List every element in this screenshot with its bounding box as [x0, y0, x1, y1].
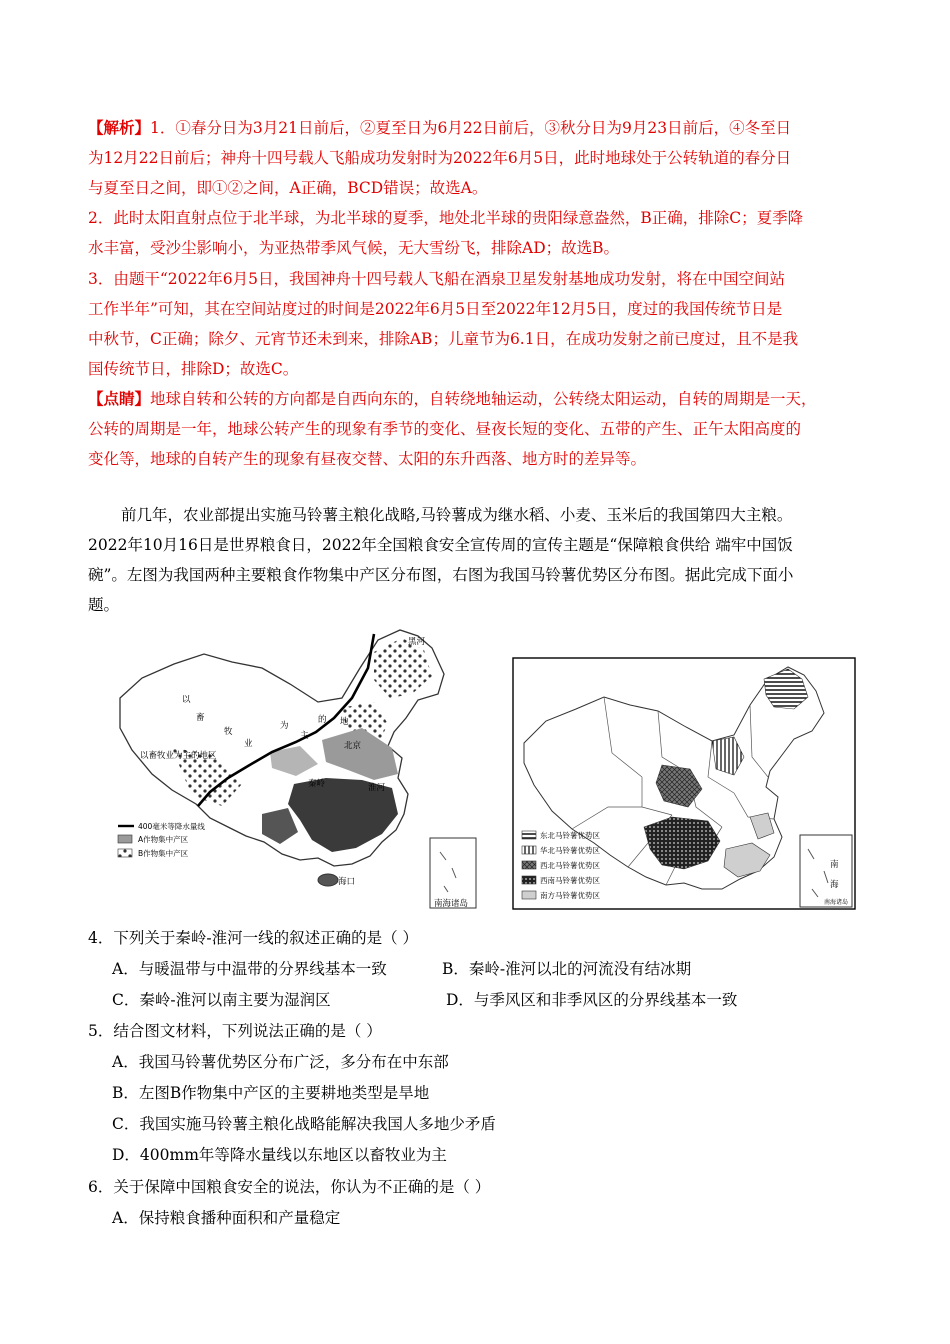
- label-xu: 畜: [196, 713, 205, 723]
- q4-option-d: D．与季风区和非季风区的分界线基本一致: [446, 991, 738, 1009]
- left-legend: [118, 821, 205, 858]
- passage-line-4: 题。: [88, 596, 120, 614]
- label-zhu: 主: [300, 731, 309, 741]
- label-de: 的: [318, 715, 327, 725]
- analysis-line-1: 【解析】1．①春分日为3月21日前后，②夏至日为6月22日前后，③秋分日为9月23日前后，④冬至日: [88, 118, 792, 137]
- dianjing-line-2: 公转的周期是一年，地球公转产生的现象有季节的变化、昼夜长短的变化、五带的产生、正午太阳高度的: [88, 420, 802, 438]
- analysis-tag: 【解析】: [88, 118, 151, 137]
- right-map-svg: [512, 657, 856, 910]
- legend-isohyet: 400毫米等降水量线: [138, 822, 205, 831]
- label-yi: 以: [182, 695, 191, 705]
- q5-option-d: D．400mm年等降水量线以东地区以畜牧业为主: [112, 1146, 447, 1164]
- hainan: [318, 874, 338, 886]
- label-qinling: 秦岭: [308, 779, 326, 789]
- q4-stem: 4．下列关于秦岭-淮河一线的叙述正确的是（ ）: [88, 929, 419, 947]
- analysis-line-5: 水丰富，受沙尘影响小，为亚热带季风气候，无大雪纷飞，排除AD；故选B。: [88, 239, 620, 257]
- legend-ne: 东北马铃薯优势区: [540, 831, 600, 840]
- right-inset-box: [800, 835, 852, 907]
- inset-label-islands: 南海诸岛: [824, 899, 849, 906]
- analysis-line-9: 国传统节日，排除D；故选C。: [88, 360, 299, 378]
- label-beijing: 北京: [344, 741, 362, 751]
- q5-stem: 5．结合图文材料，下列说法正确的是（ ）: [88, 1022, 382, 1040]
- label-huaihe: 淮河: [368, 783, 386, 793]
- label-mu: 牧: [224, 727, 233, 737]
- label-wei: 为: [280, 721, 289, 731]
- dianjing-line-1: 【点睛】地球自转和公转的方向都是自西向东的，自转绕地轴运动，公转绕太阳运动，自转的周期是一天，: [88, 389, 817, 408]
- analysis-line-6: 3．由题干“2022年6月5日，我国神舟十四号载人飞船在酒泉卫星发射基地成功发射，将在中国空间站: [88, 270, 785, 288]
- legend-nw: 西北马铃薯优势区: [540, 861, 600, 870]
- inset-label-hai: 海: [830, 880, 839, 890]
- inset-label-nan: 南: [830, 860, 839, 870]
- label-di: 地: [340, 717, 349, 727]
- q4-option-a: A．与暖温带与中温带的分界线基本一致: [112, 960, 387, 978]
- analysis-line-7: 工作半年”可知，其在空间站度过的时间是2022年6月5日至2022年12月5日，度过的我国传统节日是: [88, 300, 783, 318]
- legend-south: 南方马铃薯优势区: [540, 891, 600, 900]
- label-ye: 业: [244, 739, 253, 749]
- q4-option-c: C．秦岭-淮河以南主要为湿润区: [112, 991, 331, 1009]
- legend-north: 华北马铃薯优势区: [540, 846, 600, 855]
- q6-option-a: A．保持粮食播种面积和产量稳定: [112, 1209, 341, 1227]
- dianjing-tag: 【点睛】: [88, 389, 151, 408]
- passage-line-1: 前几年，农业部提出实施马铃薯主粮化战略,马铃薯成为继水稻、小麦、玉米后的我国第四大主粮。: [121, 506, 793, 524]
- q5-option-b: B．左图B作物集中产区的主要耕地类型是旱地: [112, 1084, 430, 1102]
- passage-line-3: 碗”。左图为我国两种主要粮食作物集中产区分布图，右图为我国马铃薯优势区分布图。据此完成下面小: [88, 566, 794, 584]
- legend-a-crop: A作物集中产区: [138, 835, 189, 844]
- analysis-line-4: 2．此时太阳直射点位于北半球，为北半球的夏季，地处北半球的贵阳绿意盎然，B正确，排除C；夏季降: [88, 209, 804, 227]
- label-nanhai: 南海诸岛: [434, 899, 469, 909]
- label-heihe: 黑河: [408, 637, 426, 647]
- q5-option-a: A．我国马铃薯优势区分布广泛，多分布在中东部: [112, 1053, 449, 1071]
- legend-b-crop: B作物集中产区: [138, 849, 189, 858]
- label-haikou: 海口: [338, 877, 356, 887]
- left-map-figure: [112, 628, 482, 913]
- right-map-figure: [512, 657, 856, 910]
- q5-option-c: C．我国实施马铃薯主粮化战略能解决我国人多地少矛盾: [112, 1115, 496, 1133]
- left-map-svg: [112, 628, 482, 913]
- label-pastoral: 以畜牧业为主的地区: [140, 751, 217, 761]
- analysis-line-8: 中秋节，C正确；除夕、元宵节还未到来，排除AB；儿童节为6.1日，在成功发射之前已度过，且不是我: [88, 330, 799, 348]
- dianjing-line-3: 变化等，地球的自转产生的现象有昼夜交替、太阳的东升西落、地方时的差异等。: [88, 450, 647, 468]
- passage-line-2: 2022年10月16日是世界粮食日，2022年全国粮食安全宣传周的宣传主题是“保障粮食供给 端牢中国饭: [88, 536, 793, 554]
- analysis-line-3: 与夏至日之间，即①②之间，A正确，BCD错误；故选A。: [88, 179, 488, 197]
- inset-box: [430, 838, 476, 908]
- legend-sw: 西南马铃薯优势区: [540, 876, 600, 885]
- q6-stem: 6．关于保障中国粮食安全的说法，你认为不正确的是（ ）: [88, 1178, 491, 1196]
- analysis-line-2: 为12月22日前后；神舟十四号载人飞船成功发射时为2022年6月5日，此时地球处于公转轨道的春分日: [88, 149, 792, 167]
- q4-option-b: B．秦岭-淮河以北的河流没有结冰期: [442, 960, 692, 978]
